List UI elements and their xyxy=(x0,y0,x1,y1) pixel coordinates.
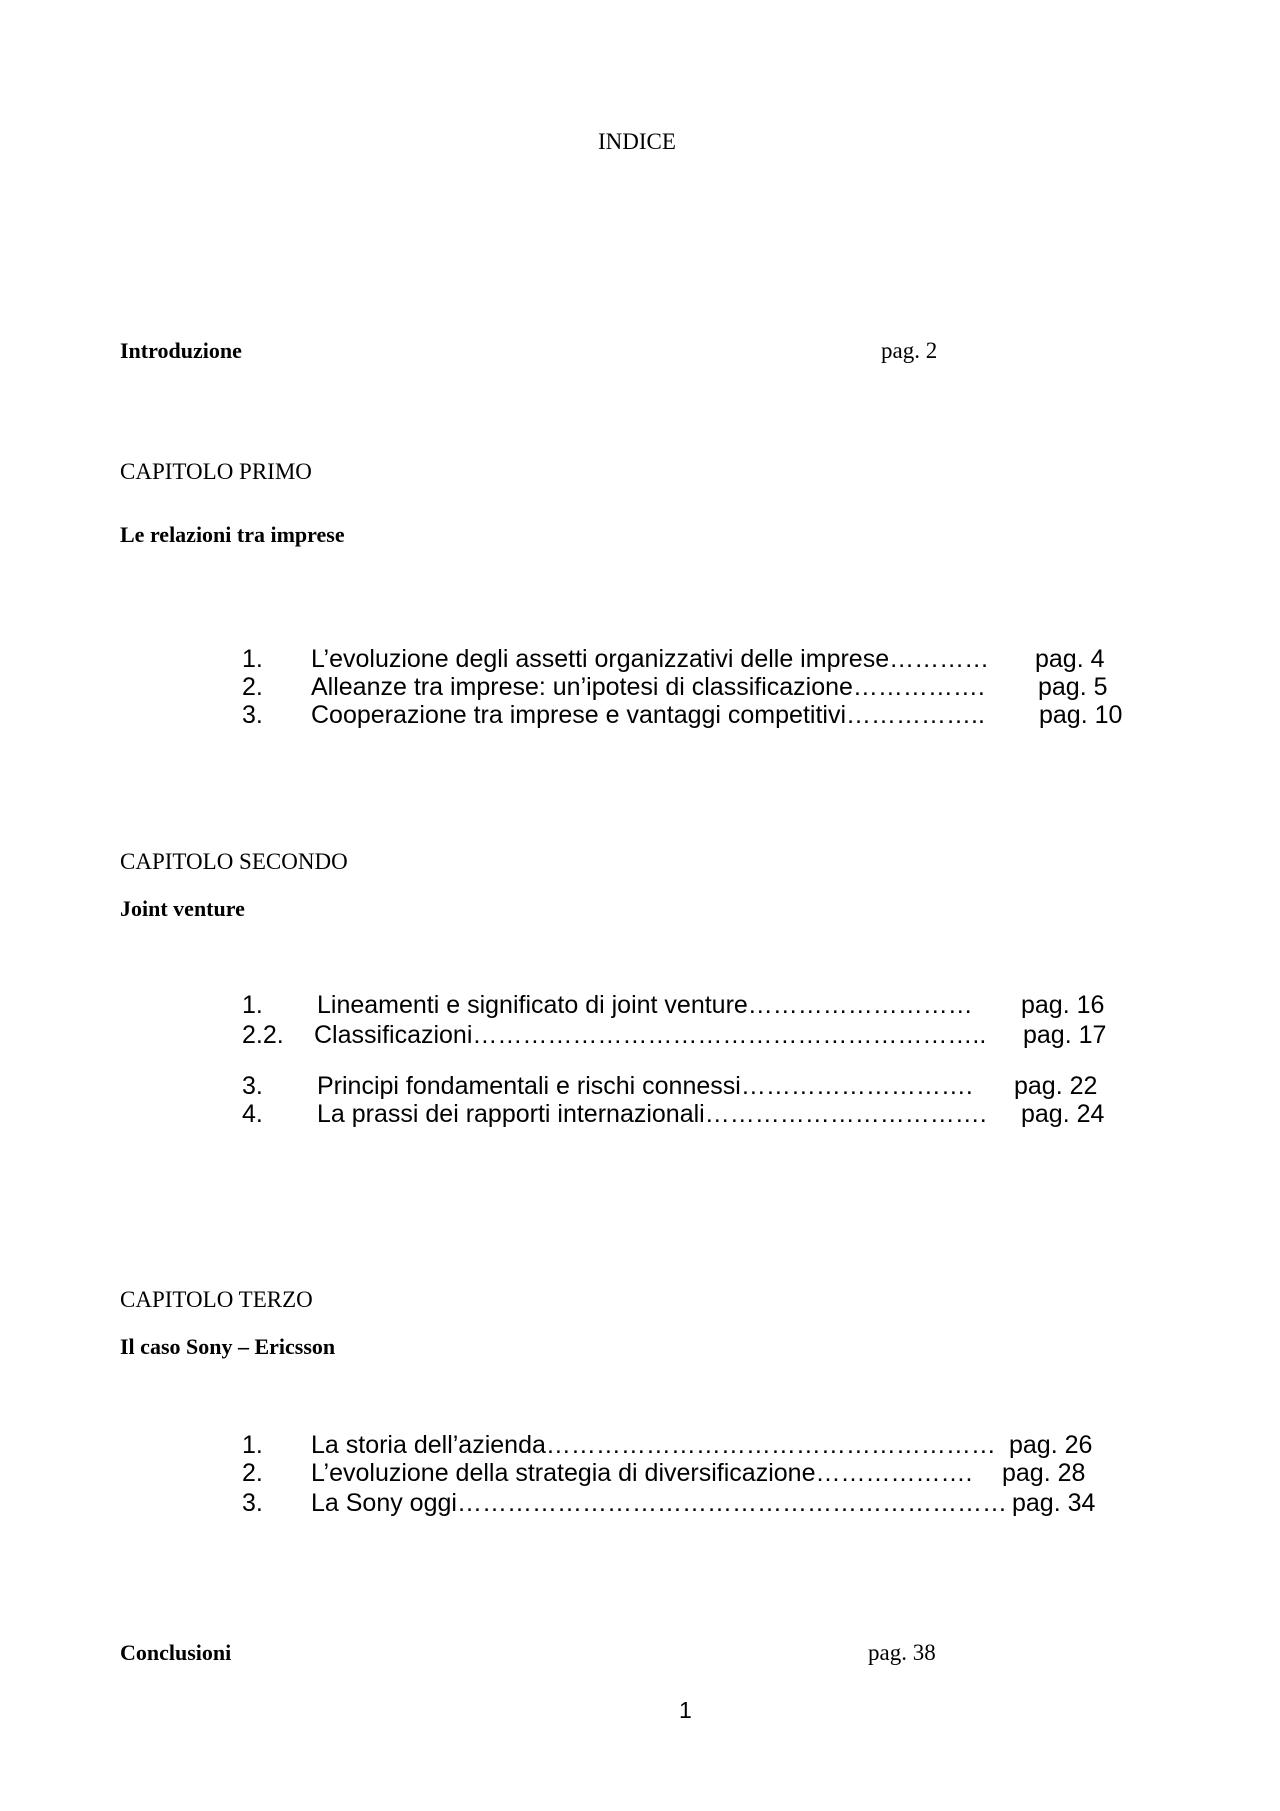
toc-entry-text: L’evoluzione degli assetti organizzativi delle imprese………… xyxy=(311,645,990,673)
toc-entry-number: 3. xyxy=(242,701,263,729)
toc-entry-text: Classificazioni…………………………………………………….. xyxy=(314,1021,987,1049)
toc-entry-number: 2. xyxy=(242,673,263,701)
introduction-label: Introduzione xyxy=(120,338,242,363)
toc-entry-page: pag. 5 xyxy=(1038,673,1108,701)
toc-entry-page: pag. 22 xyxy=(1014,1072,1098,1100)
toc-entry-number: 1. xyxy=(242,645,263,673)
toc-entry-text: La Sony oggi………………………………………………………… xyxy=(311,1489,1007,1517)
toc-entry-text: Alleanze tra imprese: un’ipotesi di classificazione……………. xyxy=(311,673,985,701)
chapter-1-heading: CAPITOLO PRIMO xyxy=(120,459,312,484)
chapter-2-subtitle: Joint venture xyxy=(120,896,245,921)
toc-entry-number: 2. xyxy=(242,1459,263,1487)
toc-entry-text: Lineamenti e significato di joint venture……………………… xyxy=(317,991,973,1019)
toc-entry-page: pag. 16 xyxy=(1021,991,1105,1019)
conclusion-label: Conclusioni xyxy=(120,1640,232,1665)
toc-entry-page: pag. 17 xyxy=(1023,1021,1107,1049)
toc-entry-page: pag. 24 xyxy=(1021,1100,1105,1128)
toc-entry-text: L’evoluzione della strategia di diversificazione………………. xyxy=(311,1459,973,1487)
toc-entry-text: Principi fondamentali e rischi connessi………………………. xyxy=(317,1072,973,1100)
toc-entry-page: pag. 4 xyxy=(1035,645,1105,673)
toc-entry-number: 4. xyxy=(242,1100,263,1128)
toc-entry-text: La storia dell’azienda……………………………………………… xyxy=(311,1431,996,1459)
toc-entry-number: 3. xyxy=(242,1072,263,1100)
conclusion-page: pag. 38 xyxy=(868,1640,936,1665)
chapter-1-subtitle: Le relazioni tra imprese xyxy=(120,522,345,547)
toc-entry-page: pag. 28 xyxy=(1002,1459,1086,1487)
toc-entry-text: Cooperazione tra imprese e vantaggi competitivi…………….. xyxy=(311,701,985,729)
toc-entry-number: 1. xyxy=(242,991,263,1019)
chapter-2-heading: CAPITOLO SECONDO xyxy=(120,849,348,874)
chapter-3-heading: CAPITOLO TERZO xyxy=(120,1287,313,1312)
toc-entry-number: 2.2. xyxy=(242,1021,284,1049)
toc-entry-number: 3. xyxy=(242,1489,263,1517)
toc-entry-page: pag. 10 xyxy=(1039,701,1123,729)
toc-entry-number: 1. xyxy=(242,1431,263,1459)
chapter-3-subtitle: Il caso Sony – Ericsson xyxy=(120,1334,336,1359)
page-title: INDICE xyxy=(598,129,676,154)
page-number: 1 xyxy=(679,1697,692,1723)
toc-entry-text: La prassi dei rapporti internazionali……………………………. xyxy=(317,1100,987,1128)
toc-entry-page: pag. 34 xyxy=(1012,1489,1096,1517)
introduction-page: pag. 2 xyxy=(881,338,938,363)
toc-entry-page: pag. 26 xyxy=(1009,1431,1093,1459)
